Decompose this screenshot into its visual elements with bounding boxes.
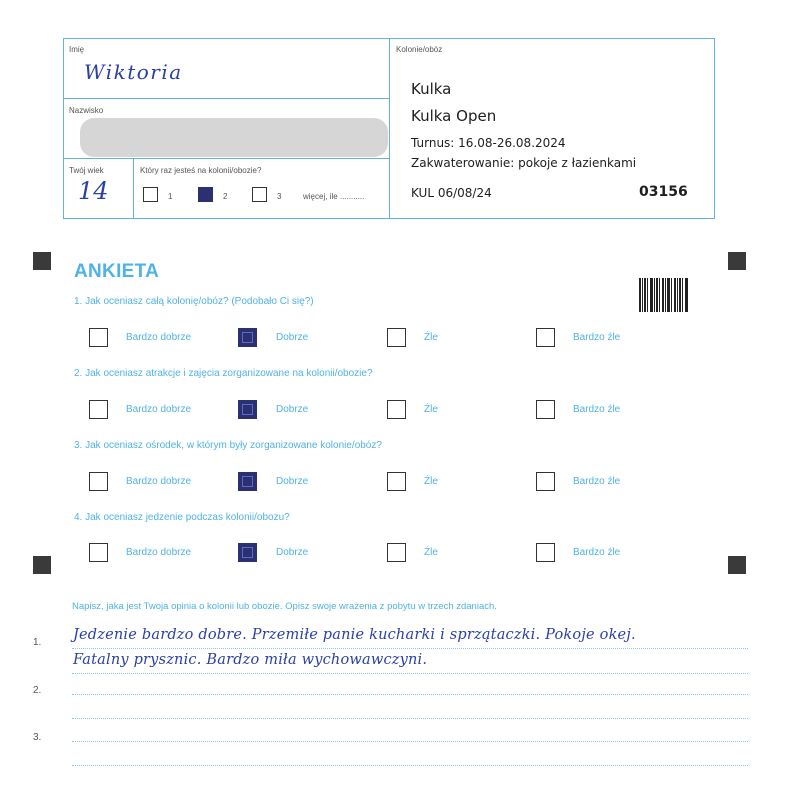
line-number-1: 1. xyxy=(33,637,42,648)
last-name-label: Nazwisko xyxy=(69,106,104,115)
camp-code: KUL 06/08/24 xyxy=(411,186,492,200)
last-name-redacted xyxy=(80,118,388,157)
q2-option-bardzo-zle-checkbox[interactable] xyxy=(536,400,555,419)
answer-line xyxy=(72,648,748,649)
question-2-text: 2. Jak oceniasz atrakcje i zajęcia zorganizowane na kolonii/obozie? xyxy=(74,368,373,379)
q2-option-bardzo-zle-label: Bardzo źle xyxy=(573,404,621,415)
q3-option-dobrze-label: Dobrze xyxy=(276,476,309,487)
q1-option-zle-label: Źle xyxy=(424,332,438,343)
q4-option-dobrze-checkbox[interactable] xyxy=(238,543,257,562)
times-option-3-checkbox[interactable] xyxy=(252,187,267,202)
q4-option-dobrze-label: Dobrze xyxy=(276,547,309,558)
age-value[interactable]: 14 xyxy=(78,177,109,205)
q2-option-zle-label: Źle xyxy=(424,404,438,415)
q3-option-bardzo-dobrze-checkbox[interactable] xyxy=(89,472,108,491)
times-option-3-label: 3 xyxy=(277,192,282,201)
camp-program: Kulka Open xyxy=(411,107,497,125)
q4-option-bardzo-dobrze-checkbox[interactable] xyxy=(89,543,108,562)
survey-title: ANKIETA xyxy=(74,261,160,282)
answer-line xyxy=(72,718,748,719)
q1-option-dobrze-checkbox[interactable] xyxy=(238,328,257,347)
registration-marker-top-right xyxy=(728,252,746,270)
q2-option-bardzo-dobrze-label: Bardzo dobrze xyxy=(126,404,192,415)
line-number-3: 3. xyxy=(33,732,42,743)
registration-marker-bottom-right xyxy=(728,556,746,574)
q4-option-bardzo-zle-checkbox[interactable] xyxy=(536,543,555,562)
age-label: Twój wiek xyxy=(69,166,104,175)
times-option-2-label: 2 xyxy=(223,192,228,201)
question-4-text: 4. Jak oceniasz jedzenie podczas kolonii/obozu? xyxy=(74,512,290,523)
opinion-prompt: Napisz, jaka jest Twoja opinia o kolonii lub obozie. Opisz swoje wrażenia z pobytu w trzech zdaniach. xyxy=(72,601,497,612)
answer-line xyxy=(72,741,748,742)
q2-option-dobrze-checkbox[interactable] xyxy=(238,400,257,419)
q2-option-dobrze-label: Dobrze xyxy=(276,404,309,415)
first-name-label: Imię xyxy=(69,45,85,54)
q1-option-bardzo-dobrze-checkbox[interactable] xyxy=(89,328,108,347)
q2-option-bardzo-dobrze-checkbox[interactable] xyxy=(89,400,108,419)
answer-line xyxy=(72,673,748,674)
question-3-text: 3. Jak oceniasz ośrodek, w którym były zorganizowane kolonie/obóz? xyxy=(74,440,382,451)
q1-option-dobrze-label: Dobrze xyxy=(276,332,309,343)
q3-option-bardzo-zle-checkbox[interactable] xyxy=(536,472,555,491)
answer-line xyxy=(72,694,748,695)
line-number-2: 2. xyxy=(33,685,42,696)
registration-marker-top-left xyxy=(33,252,51,270)
camp-label: Kolonie/obóz xyxy=(396,45,443,54)
camp-name: Kulka xyxy=(411,80,452,98)
times-option-1-checkbox[interactable] xyxy=(143,187,158,202)
answer-line xyxy=(72,765,748,766)
times-label: Który raz jesteś na kolonii/obozie? xyxy=(140,166,262,175)
q1-option-zle-checkbox[interactable] xyxy=(387,328,406,347)
q4-option-zle-label: Źle xyxy=(424,547,438,558)
times-option-1-label: 1 xyxy=(168,192,173,201)
first-name-value[interactable]: Wiktoria xyxy=(84,60,183,84)
q1-option-bardzo-dobrze-label: Bardzo dobrze xyxy=(126,332,192,343)
q4-option-bardzo-dobrze-label: Bardzo dobrze xyxy=(126,547,192,558)
q4-option-bardzo-zle-label: Bardzo źle xyxy=(573,547,621,558)
q4-option-zle-checkbox[interactable] xyxy=(387,543,406,562)
q1-option-bardzo-zle-checkbox[interactable] xyxy=(536,328,555,347)
q3-option-dobrze-checkbox[interactable] xyxy=(238,472,257,491)
camp-turnus: Turnus: 16.08-26.08.2024 xyxy=(411,136,566,150)
times-option-2-checkbox[interactable] xyxy=(198,187,213,202)
barcode-icon xyxy=(639,278,693,312)
handwritten-answer-line-2[interactable]: Fatalny prysznic. Bardzo miła wychowawczyni. xyxy=(73,652,428,668)
camp-accommodation: Zakwaterowanie: pokoje z łazienkami xyxy=(411,156,637,170)
question-1-text: 1. Jak oceniasz całą kolonię/obóz? (Podobało Ci się?) xyxy=(74,296,314,307)
form-number: 03156 xyxy=(639,184,688,200)
handwritten-answer-line-1[interactable]: Jedzenie bardzo dobre. Przemiłe panie kucharki i sprzątaczki. Pokoje okej. xyxy=(73,627,636,643)
q2-option-zle-checkbox[interactable] xyxy=(387,400,406,419)
q3-option-zle-checkbox[interactable] xyxy=(387,472,406,491)
registration-marker-bottom-left xyxy=(33,556,51,574)
times-more-label: więcej, ile ........... xyxy=(303,192,365,201)
q3-option-bardzo-dobrze-label: Bardzo dobrze xyxy=(126,476,192,487)
q3-option-zle-label: Źle xyxy=(424,476,438,487)
q1-option-bardzo-zle-label: Bardzo źle xyxy=(573,332,621,343)
q3-option-bardzo-zle-label: Bardzo źle xyxy=(573,476,621,487)
